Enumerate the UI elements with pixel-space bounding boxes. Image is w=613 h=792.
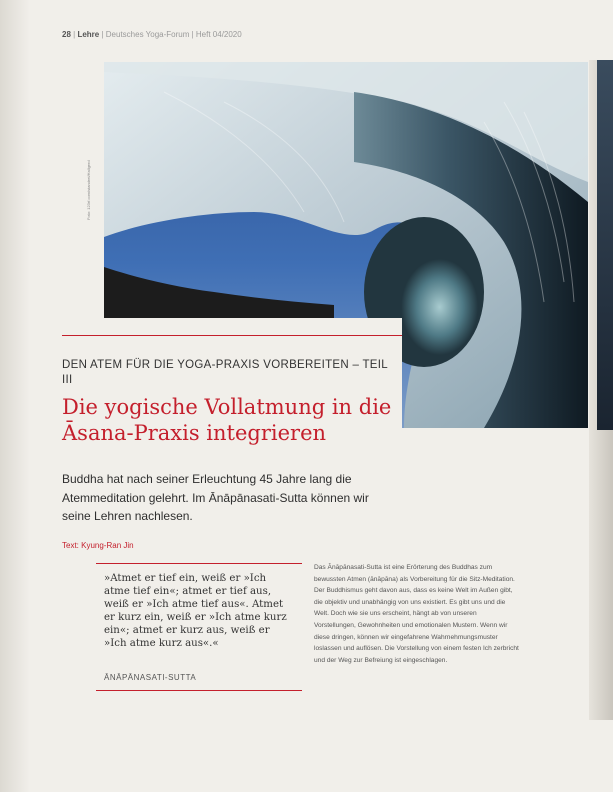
quote-rule-bottom <box>96 690 302 691</box>
pull-quote: »Atmet er tief ein, weiß er »Ich atme tief ein«; atmet er tief aus, weiß er »Ich atme tief aus«. Atmet er kurz ein, weiß er »Ich atme kurz ein«; atmet er kurz aus, weiß er »Ich atme kurz aus«.« <box>104 573 287 649</box>
running-head: 28 | Lehre | Deutsches Yoga-Forum | Heft 04/2020 <box>62 30 242 39</box>
photo-credit: Foto: 123rf.com/standret/Hallgerd <box>86 160 91 220</box>
facing-page-photo-edge <box>597 60 613 430</box>
page-left-shadow <box>0 0 30 792</box>
quote-rule-top <box>96 563 302 564</box>
article-byline: Text: Kyung-Ran Jin <box>62 541 134 550</box>
section-label: Lehre <box>77 30 100 39</box>
quote-source: ĀNĀPĀNASATI-SUTTA <box>104 673 197 682</box>
article-lead: Buddha hat nach seiner Erleuchtung 45 Jahre lang die Atemmeditation gelehrt. Im Ānāpānasati-Sutta können wir seine Lehren nachlesen. <box>62 472 369 523</box>
article-headline: Die yogische Vollatmung in die Āsana-Praxis integrieren <box>62 395 392 445</box>
issue-info: | Deutsches Yoga-Forum | Heft 04/2020 <box>101 30 242 39</box>
page-number: 28 <box>62 30 71 39</box>
series-topic: DEN ATEM FÜR DIE YOGA-PRAXIS VORBEREITEN – TEIL III <box>62 359 388 386</box>
body-column: Das Ānāpānasati-Sutta ist eine Erörterung des Buddhas zum bewussten Atmen (ānāpāna) als Vorbereitung für die Sitz-Meditation. Der Buddhismus geht davon aus, dass es keine Welt im Außen gibt, die objektiv und unabhängig von uns existiert. Es gibt uns und die Welt. Doch wie sie uns erscheint, hängt ab von unseren Vorstellungen, Gewohnheiten und emotionalen Mustern. Wenn wir diese dringen, können wir eingefahrene Wahrnehmungsmuster loslassen und auflösen. Die Vorstellung von einem festen Ich zerbricht und der Weg zur Befreiung ist eingeschlagen. <box>314 564 519 664</box>
title-rule <box>62 335 402 336</box>
